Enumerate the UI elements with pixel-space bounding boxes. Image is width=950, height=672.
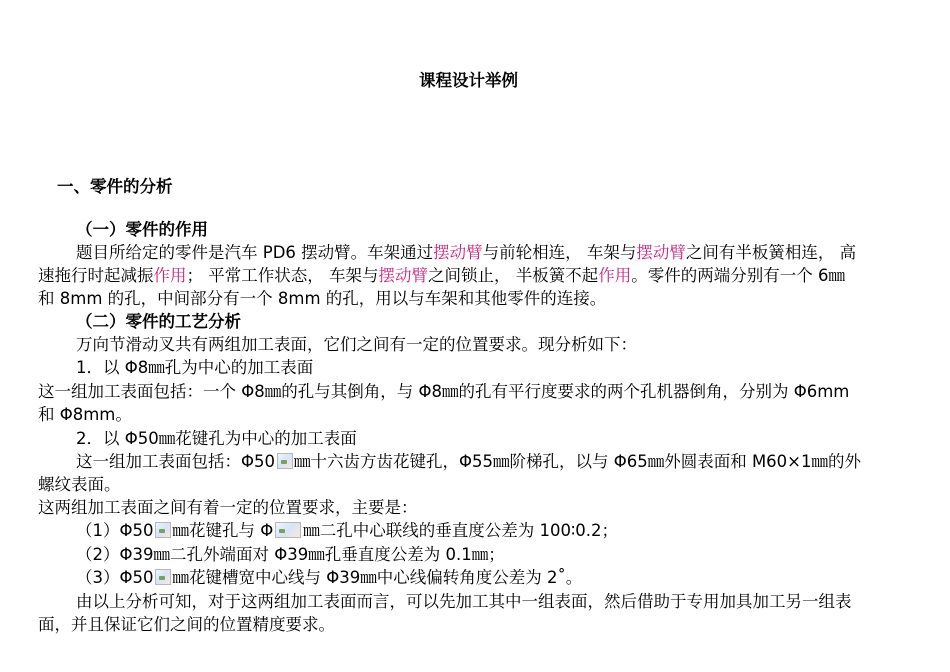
list-item: 1．以 Φ8㎜孔为中心的加工表面 [76, 358, 314, 377]
text-run: （1）Φ50 [76, 521, 154, 540]
text-run: ㎜十六齿方齿花键孔，Φ55㎜阶梯孔，以与 Φ65㎜外圆表面和 M60×1㎜的外 [293, 452, 861, 471]
text-run: 题目所给定的零件是汽车 PD6 摆动臂。车架通过 [76, 243, 434, 262]
broken-image-icon [155, 569, 171, 585]
document-title: 课程设计举例 [419, 71, 518, 90]
broken-image-icon [275, 522, 301, 538]
subsection-heading-function: （一）零件的作用 [76, 220, 208, 239]
paragraph-line: 万向节滑动叉共有两组加工表面，它们之间有一定的位置要求。现分析如下： [76, 335, 637, 354]
paragraph-line: 这两组加工表面之间有着一定的位置要求，主要是： [38, 498, 418, 517]
text-run: 之间有半板簧相连， 高 [685, 243, 857, 262]
paragraph-line: 面，并且保证它们之间的位置精度要求。 [38, 615, 335, 634]
paragraph-line [38, 264, 845, 287]
paragraph-line [76, 450, 861, 473]
paragraph-line: 和 8mm 的孔，中间部分有一个 8mm 的孔，用以与车架和其他零件的连接。 [38, 289, 607, 308]
text-run: 之间锁止， 半板簧不起 [428, 266, 599, 285]
highlighted-term: 摆动臂 [636, 243, 686, 262]
text-run: 。零件的两端分别有一个 6㎜ [631, 266, 845, 285]
section-heading: 一、零件的分析 [57, 177, 173, 196]
subsection-heading-process: （二）零件的工艺分析 [76, 312, 241, 331]
text-run: 与前轮相连， 车架与 [482, 243, 637, 262]
text-run: ㎜花键槽宽中心线与 Φ39㎜中心线偏转角度公差为 2˚。 [172, 568, 583, 587]
broken-image-icon [277, 453, 293, 469]
broken-image-icon [155, 522, 171, 538]
text-run: 速拖行时起减振 [38, 266, 154, 285]
requirement-item [76, 519, 618, 542]
text-run: 这一组加工表面包括：Φ50 [76, 452, 275, 471]
paragraph-line: 由以上分析可知，对于这两组加工表面而言，可以先加工其中一组表面，然后借助于专用加具加工另一组表 [76, 592, 852, 611]
paragraph-line: 和 Φ8mm。 [38, 405, 132, 424]
text-run: ㎜花键孔与 Φ [172, 521, 274, 540]
list-item: 2．以 Φ50㎜花键孔为中心的加工表面 [76, 429, 357, 448]
text-run: ； 平常工作状态， 车架与 [186, 266, 379, 285]
highlighted-term: 作用 [153, 266, 187, 285]
text-run: （3）Φ50 [76, 568, 154, 587]
highlighted-term: 摆动臂 [378, 266, 428, 285]
highlighted-term: 作用 [598, 266, 632, 285]
paragraph-line: 这一组加工表面包括：一个 Φ8㎜的孔与其倒角，与 Φ8㎜的孔有平行度要求的两个孔机器倒角，分别为 Φ6mm [38, 382, 850, 401]
requirement-item [76, 566, 582, 589]
requirement-item: （2）Φ39㎜二孔外端面对 Φ39㎜孔垂直度公差为 0.1㎜； [76, 545, 505, 564]
paragraph-line [76, 241, 856, 264]
paragraph-line: 螺纹表面。 [38, 475, 121, 494]
text-run: ㎜二孔中心联线的垂直度公差为 100∶0.2； [303, 521, 618, 540]
highlighted-term: 摆动臂 [433, 243, 483, 262]
